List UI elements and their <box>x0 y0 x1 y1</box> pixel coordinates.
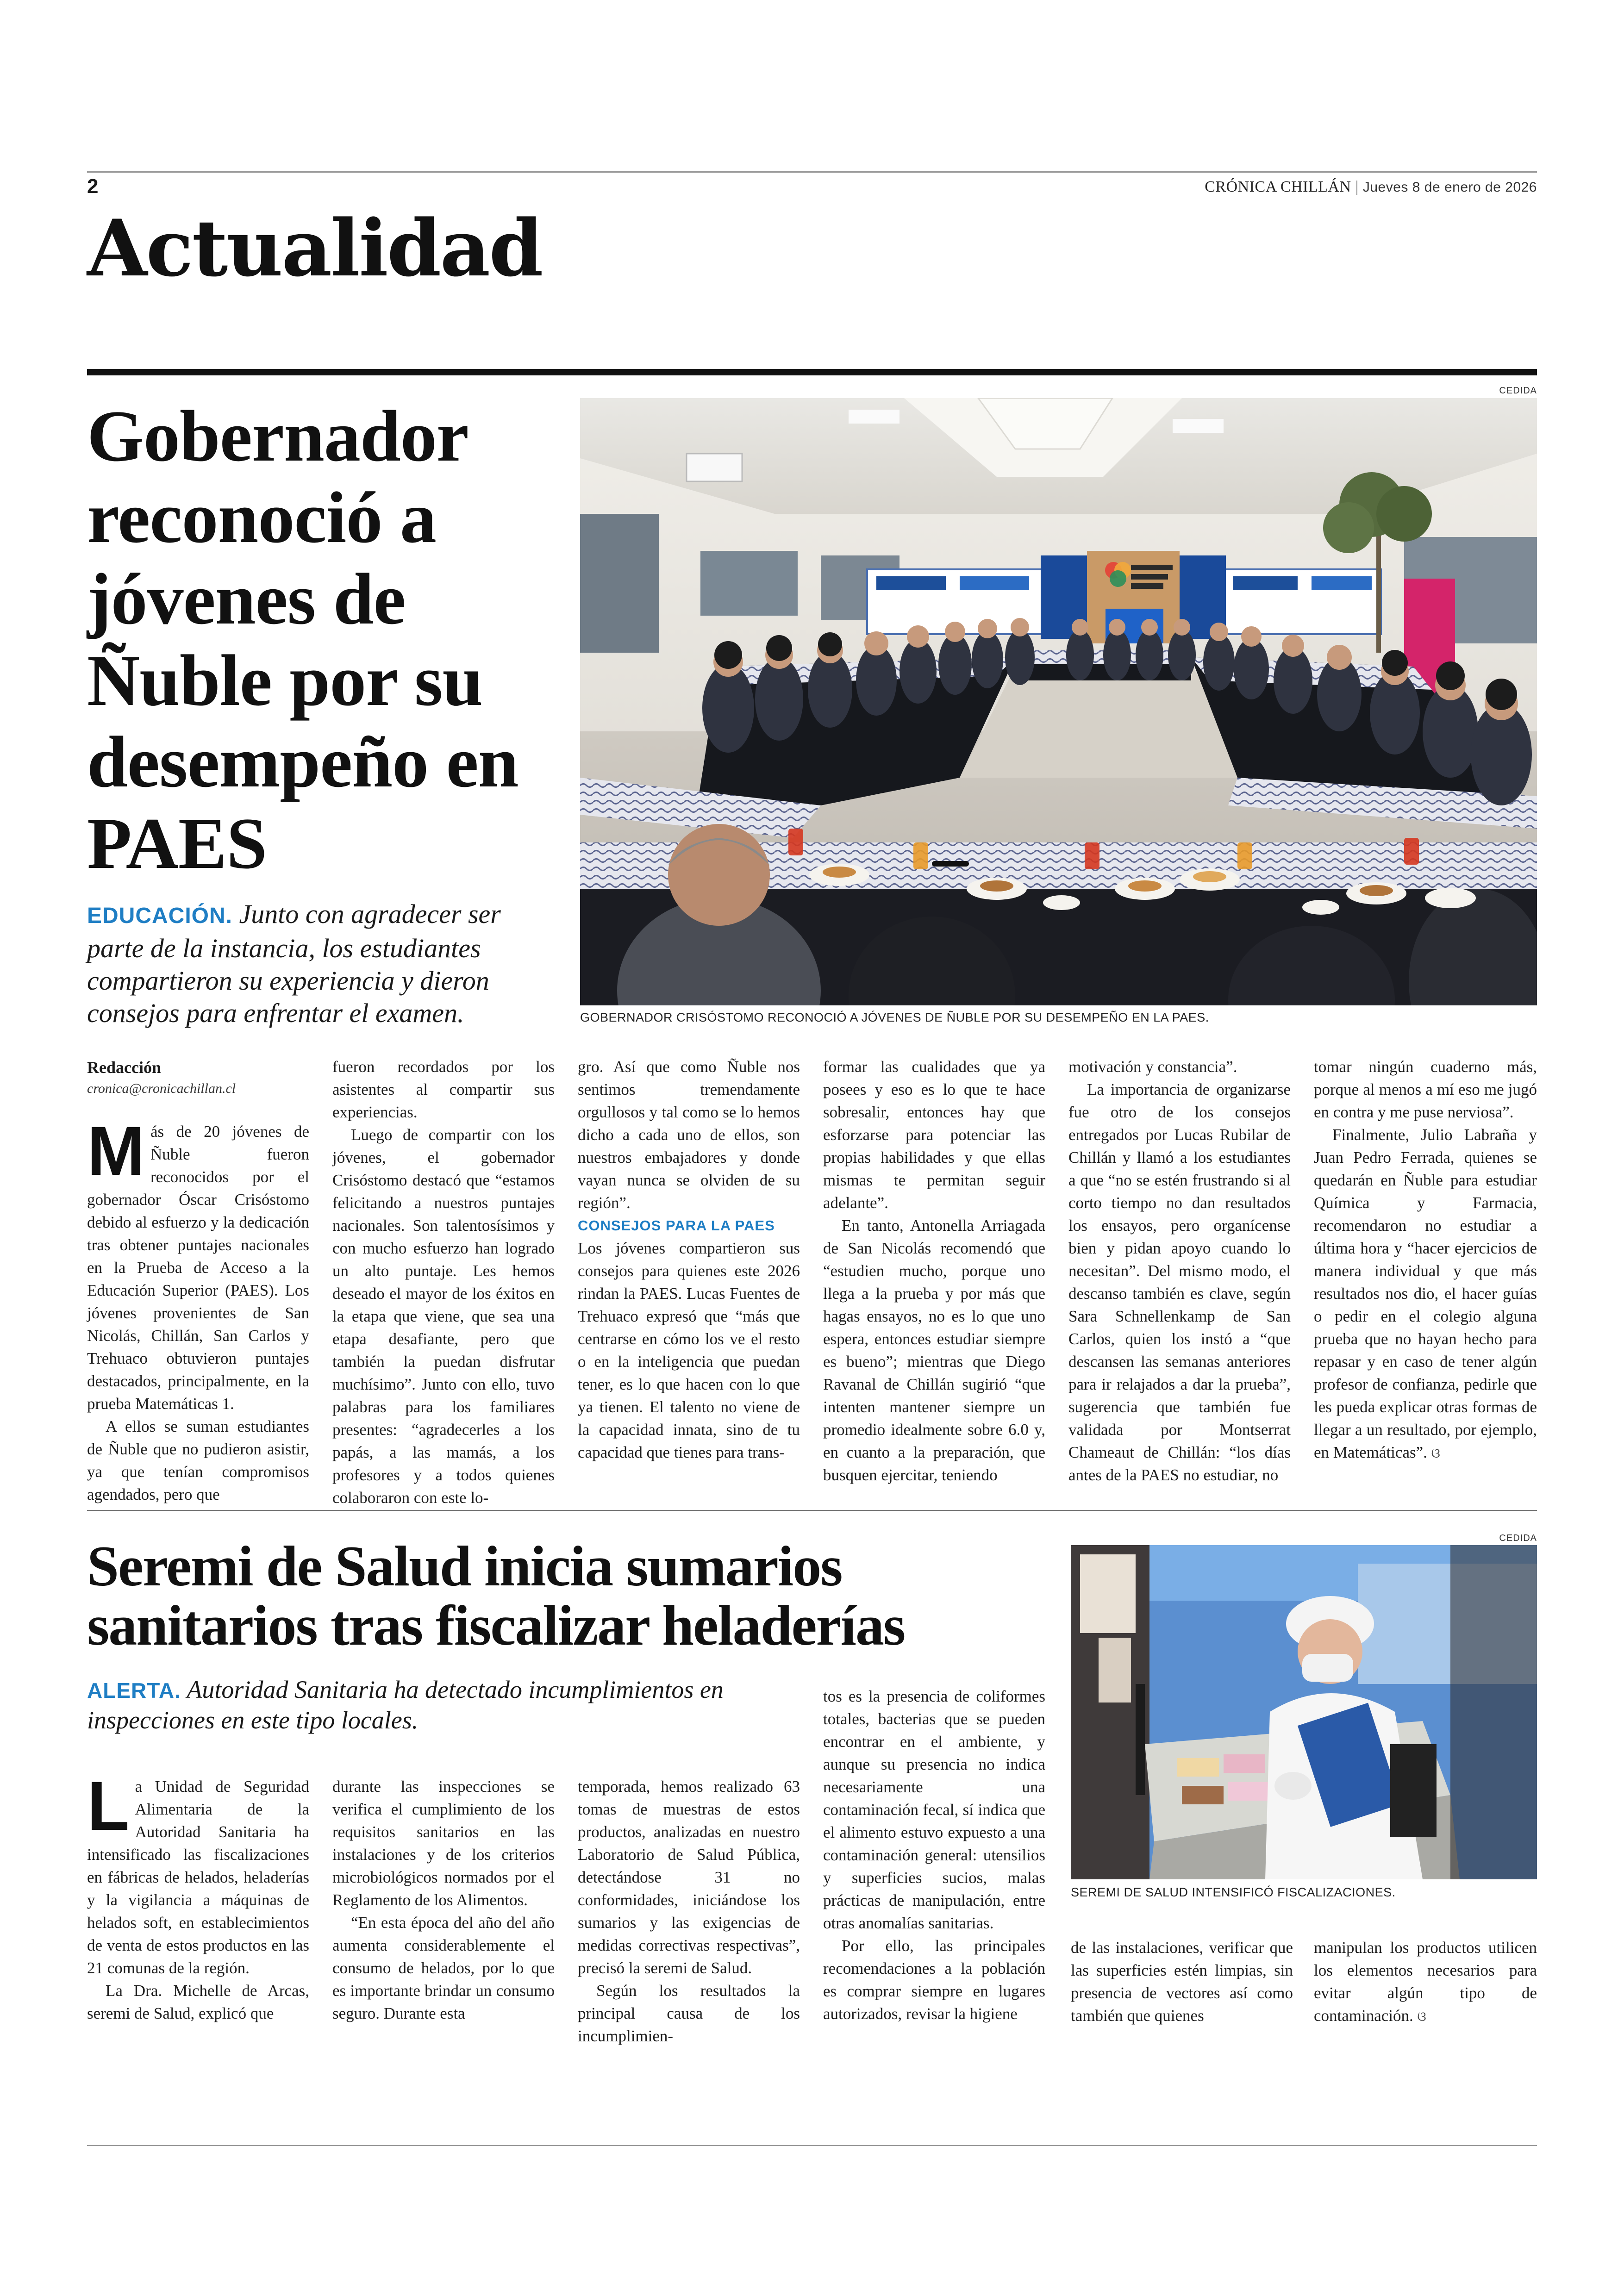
article2-col1-p1: a Unidad de Seguridad Alimentaria de la Autoridad Sanitaria ha intensificado las fiscalizaciones en fábricas de helados, heladerías y la vigilancia a máquinas de helados soft, en establecimientos de venta de estos productos en las 21 comunas de la región. <box>87 1777 309 1977</box>
article2-column-3 <box>578 1775 800 2047</box>
article2-column-6 <box>1314 1936 1537 2028</box>
page-number: 2 <box>87 175 99 198</box>
top-thin-rule <box>87 171 1537 173</box>
article1-col6-p1: tomar ningún cuaderno más, porque al menos a mí eso me jugó en contra y me puse nerviosa”. <box>1314 1058 1537 1121</box>
article1-col4-p2: En tanto, Antonella Arriagada de San Nicolás recomendó que “estudien mucho, porque uno llega a la prueba y por más que hagas ensayos, no es lo que uno espera, entonces estudiar siempre es bueno”; mientras que Diego Ravanal de Chillán sugirió “que intenten mantener siempre un promedio idealmente sobre 6.0 y, en cuanto a la preparación, que busquen ejercitar, teniendo <box>823 1216 1045 1484</box>
article1-col1-p1: ás de 20 jóvenes de Ñuble fueron reconocidos por el gobernador Óscar Crisóstomo debido al esfuerzo y la dedicación tras obtener puntajes nacionales en la Prueba de Acceso a la Educación Superior (PAES). Los jóvenes provenientes de San Nicolás, Chillán, San Carlos y Trehuaco obtuvieron puntajes destacados, principalmente, en la prueba Matemáticas 1. <box>87 1123 309 1413</box>
article2-deck <box>87 1675 828 1735</box>
article1-col6-p2-wrap <box>1314 1123 1537 1465</box>
article2-col3-p2: Según los resultados la principal causa de los incumplimien- <box>578 1982 800 2045</box>
article1-col1-p2: A ellos se suman estudiantes de Ñuble que no pudieron asistir, ya que tenían compromisos agendados, pero que <box>87 1417 309 1503</box>
article-divider <box>87 1510 1537 1511</box>
article2-col2-p2: “En esta época del año del año aumenta considerablemente el consumo de helados, por lo que es importante brindar un consumo seguro. Durante esta <box>332 1914 555 2022</box>
article2-col6-p1: manipulan los productos utilicen los elementos necesarios para evitar algún tipo de contaminación. <box>1314 1939 1537 2025</box>
article2-deck-text: Autoridad Sanitaria ha detectado incumplimientos en inspecciones en este tipo locales. <box>87 1676 724 1734</box>
article1-drop-cap: M <box>87 1112 145 1190</box>
article1-column-6 <box>1314 1055 1537 1465</box>
article2-col4-p2: Por ello, las principales recomendaciones a la población es comprar siempre en lugares autorizados, revisar la higiene <box>823 1937 1045 2023</box>
article2-kicker: ALERTA. <box>87 1678 181 1703</box>
article2-column-1 <box>87 1767 309 2025</box>
bottom-rule <box>87 2145 1537 2146</box>
article1-col2-p1: fueron recordados por los asistentes al compartir sus experiencias. <box>332 1058 555 1121</box>
article1-col4-p1: formar las cualidades que ya posees y eso es lo que te hace sobresalir, entonces hay que esforzarse para potenciar las propias habilidades y que ellas mismas te permitan seguir adelante”. <box>823 1058 1045 1212</box>
meeting-room-illustration <box>580 398 1537 1005</box>
article2-column-2 <box>332 1775 555 2025</box>
article1-subhead: CONSEJOS PARA LA PAES <box>578 1217 775 1234</box>
article1-kicker: EDUCACIÓN. <box>87 904 233 928</box>
article2-col1-p2: La Dra. Michelle de Arcas, seremi de Salud, explicó que <box>87 1982 309 2022</box>
article1-column-5 <box>1068 1055 1291 1486</box>
article1-deck-text: Junto con agradecer ser parte de la instancia, los estudiantes compartieron su experiencia y dieron consejos para enfrentar el examen. <box>87 899 501 1028</box>
article1-column-3 <box>578 1055 800 1464</box>
article2-col2-p1: durante las inspecciones se verifica el cumplimiento de los requisitos sanitarios en las instalaciones y de los criterios microbiológicos normados por el Reglamento de los Alimentos. <box>332 1777 555 1909</box>
article1-col5-p2: La importancia de organizarse fue otro de los consejos entregados por Lucas Rubilar de Chillán y llamó a los estudiantes a que “no se estén frustrando si al corto tiempo no dan resultados los ensayos, pero organícense bien y pidan apoyo cuando lo necesitan”. Del mismo modo, el descanso también es clave, según Sara Schnellenkamp de San Carlos, quien los instó a “que descansen las semanas anteriores para ir relajados a dar la prueba”, sugerencia que también fue validada por Montserrat Chameaut de Chillán: “los días antes de la PAES no estudiar, no <box>1068 1080 1291 1484</box>
article2-col4-p1: tos es la presencia de coliformes totales, bacterias que se pueden encontrar en el ambiente, y aunque su presencia no indica necesariamente una contaminación fecal, sí indica que el alimento estuvo expuesto a una contaminación general: utensilios y superficies sucios, malas prácticas de manipulación, entre otras anomalías sanitarias. <box>823 1687 1045 1932</box>
article2-col6-p1-wrap <box>1314 1936 1537 2028</box>
issue-date: Jueves 8 de enero de 2026 <box>1362 180 1537 195</box>
ice-cream-inspection-illustration <box>1071 1545 1537 1879</box>
article2-photo <box>1071 1545 1537 1879</box>
article1-email: cronica@cronicachillan.cl <box>87 1081 236 1096</box>
article1-col3-p1: gro. Así que como Ñuble nos sentimos tremendamente orgullosos y tal como se lo hemos dicho a cada uno de ellos, son nuestros embajadores y donde vayan nunca se olviden de su región”. <box>578 1058 800 1212</box>
article2-drop-cap: L <box>87 1767 130 1845</box>
article1-column-2 <box>332 1055 555 1509</box>
article1-column-1 <box>87 1112 309 1506</box>
section-rule <box>87 369 1537 375</box>
article1-col6-p2: Finalmente, Julio Labraña y Juan Pedro Ferrada, quienes se quedarán en Ñuble para estudiar Química y Farmacia, recomendaron no estudiar a última hora y “hacer ejercicios de manera individual y que más resultados nos dio, el hacer guías o pedir en el colegio alguna prueba que no hayan hecho para repasar y en caso de tener algún profesor de confianza, pedirle que les pueda explicar otras formas de llegar a un resultado, por ejemplo, en Matemáticas”. <box>1314 1126 1537 1461</box>
article2-paragraph <box>87 1767 309 1979</box>
article2-col3-p1: temporada, hemos realizado 63 tomas de muestras de estos productos, analizadas en nuestro Laboratorio de Salud Pública, detectándose 31 no conformidades, iniciándose los sumarios y las exigencias de medidas correctivas respectivas”, precisó la seremi de Salud. <box>578 1777 800 1977</box>
article2-headline: Seremi de Salud inicia sumarios sanitarios tras fiscalizar heladerías <box>87 1534 905 1657</box>
article1-byline: Redacción <box>87 1058 161 1077</box>
dateline-separator: | <box>1355 178 1363 195</box>
article1-deck <box>87 898 550 1029</box>
article1-photo-credit: CEDIDA <box>1499 386 1537 396</box>
section-title: Actualidad <box>87 202 542 294</box>
article1-col3-p2: Los jóvenes compartieron sus consejos para quienes este 2026 rindan la PAES. Lucas Fuentes de Trehuaco expresó que “más que centrarse en cómo los ve el resto o en la inteligencia que puedan tener, es lo que hacen con lo que ya tienen. El talento no viene de la capacidad innata, sino de tu capacidad que tienes para trans- <box>578 1239 800 1461</box>
article1-photo <box>580 398 1537 1005</box>
newspaper-name: CRÓNICA CHILLÁN <box>1205 178 1351 195</box>
article1-column-4 <box>823 1055 1045 1486</box>
article1-col2-p2: Luego de compartir con los jóvenes, el gobernador Crisóstomo destacó que “estamos felicitando a nuestros puntajes nacionales. Son talentosísimos y con mucho esfuerzo han logrado un alto puntaje. Les hemos deseado el mayor de los éxitos en la etapa que viene, que sea una etapa desafiante, pero que también la puedan disfrutar muchísimo”. Junto con ello, tuvo palabras para los familiares presentes: “agradecerles a los papás, a las mamás, a los profesores y a todos quienes colaboraron con este lo- <box>332 1126 555 1507</box>
end-mark-icon: ଓ <box>1431 1446 1440 1461</box>
article2-photo-caption: SEREMI DE SALUD INTENSIFICÓ FISCALIZACIONES. <box>1071 1885 1396 1899</box>
article1-headline: Gobernador reconoció a jóvenes de Ñuble por su desempeño en PAES <box>87 396 518 884</box>
article2-column-4 <box>823 1685 1045 2025</box>
article1-photo-caption: GOBERNADOR CRISÓSTOMO RECONOCIÓ A JÓVENES DE ÑUBLE POR SU DESEMPEÑO EN LA PAES. <box>580 1010 1209 1024</box>
article1-col5-p1: motivación y constancia”. <box>1068 1058 1237 1076</box>
newspaper-dateline <box>1205 178 1537 196</box>
article2-photo-credit: CEDIDA <box>1499 1533 1537 1543</box>
article2-col5-p1: de las instalaciones, verificar que las superficies estén limpias, sin presencia de vectores así como también que quienes <box>1071 1939 1293 2025</box>
end-mark-icon: ଓ <box>1417 2009 1426 2024</box>
article2-column-5 <box>1071 1936 1293 2027</box>
article1-paragraph <box>87 1112 309 1415</box>
